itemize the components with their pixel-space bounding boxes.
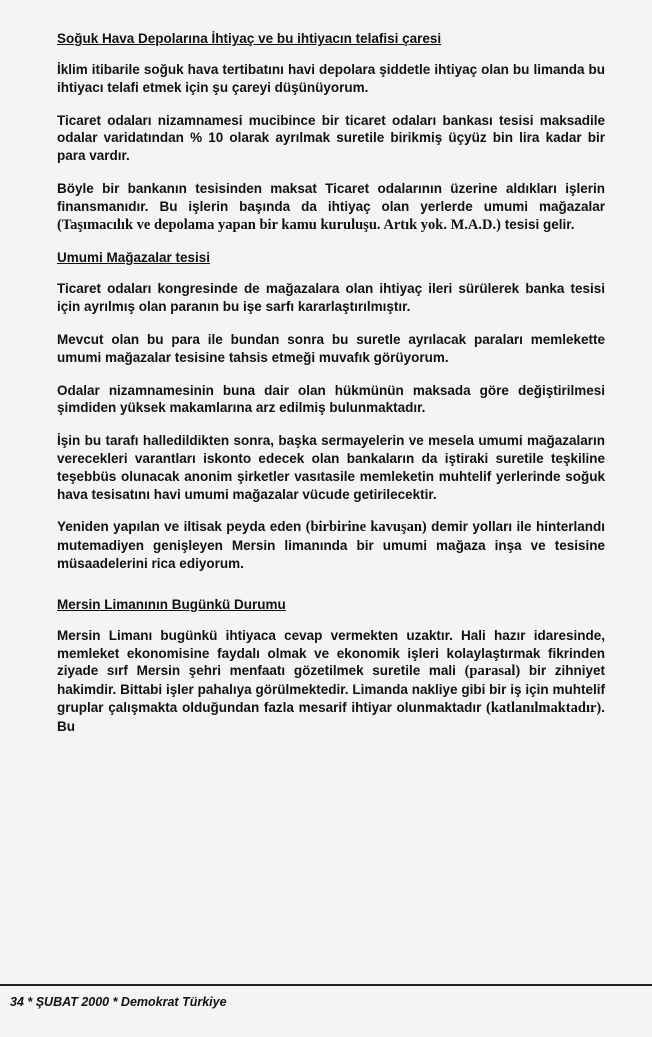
- page-footer: 34 * ŞUBAT 2000 * Demokrat Türkiye: [10, 995, 227, 1009]
- editor-note: (katlanılmaktadır): [486, 699, 602, 716]
- article: [57, 30, 605, 751]
- text-run: Böyle bir bankanın tesisinden maksat Ticaret odalarının üzerine aldıkları işlerin finansmanıdır. Bu işlerin başında da ihtiyaç olan yerlerde umumi mağazalar: [57, 180, 605, 214]
- paragraph: Ticaret odaları kongresinde de mağazalara olan ihtiyaç ileri sürülerek banka tesisi için ayrılmış olan paranın bu işe sarfı kararlaştırılmıştır.: [57, 281, 605, 315]
- paragraph: Mevcut olan bu para ile bundan sonra bu suretle ayrılacak paraları memlekette umumi mağazalar tesisine tahsis etmeği muvafık görüyorum.: [57, 331, 605, 365]
- section-heading-general-warehouses: Umumi Mağazalar tesisi: [57, 250, 211, 266]
- footer-divider: [0, 984, 652, 986]
- paragraph: Ticaret odaları nizamnamesi mucibince bir ticaret odaları bankası tesisi maksadile odalar varidatından % 10 olarak ayrılmak suretile birikmiş üçyüz bin lira kadar bir para vardır.: [57, 112, 605, 164]
- paragraph: Odalar nizamnamesinin buna dair olan hükmünün maksada göre değiştirilmesi şimdiden yüksek makamlarına arz edilmiş bulunmaktadır.: [57, 382, 605, 416]
- paragraph: [57, 518, 605, 572]
- text-run: demir yolları ile hinterlandı mutemadiyen genişleyen Mersin limanında bir umumi mağaza inşa ve tesisine müsaadelerini rica ediyorum.: [57, 519, 605, 571]
- text-run: tesisi gelir.: [500, 216, 575, 232]
- text-run: bir zihniyet hakimdir. Bittabi işler pahalıya görülmektedir. Limanda nakliye gibi bir iş için muhtelif gruplar çalışmakta olduğundan fazla mesarif ihtiyar olunmaktadır: [57, 663, 605, 715]
- editor-note: (parasal): [464, 663, 521, 680]
- paragraph: İşin bu tarafı halledildikten sonra, başka sermayelerin ve mesela umumi mağazaların verecekleri varantları iskonto edecek olan bankaların da iştiraki suretile teşkiline teşebbüs olunacak anonim şirketler vasıtasile memleketin muhtelif yerlerinde soğuk hava tesisatını havi umumi mağazalar vücude getirilecektir.: [57, 433, 605, 502]
- section-heading-mersin-port: Mersin Limanının Bugünkü Durumu: [57, 596, 286, 612]
- text-run: . Bu: [57, 699, 605, 734]
- section-heading-cold-storage: Soğuk Hava Depolarına İhtiyaç ve bu ihtiyacın telafisi çaresi: [57, 31, 442, 46]
- paragraph: [57, 627, 605, 736]
- paragraph: İklim itibarile soğuk hava tertibatını havi depolara şiddetle ihtiyaç olan bu limanda bu ihtiyacı telafi etmek için şu çareyi düşünüyorum.: [57, 62, 605, 95]
- text-run: Yeniden yapılan ve iltisak peyda eden: [57, 519, 306, 535]
- editor-note: (birbirine kavuşan): [305, 519, 427, 536]
- text-run: Mersin Limanı bugünkü ihtiyaca cevap vermekten uzaktır. Hali hazır idaresinde, memleket ekonomisine faydalı olmak ve ekonomik işleri kolaylaştırmak fikrinden ziyade sırf Mersin şehri menfaatı gözetilmek suretile mali: [57, 627, 605, 679]
- editor-note: (Taşımacılık ve depolama yapan bir kamu kuruluşu. Artık yok. M.A.D.): [57, 216, 501, 233]
- paragraph: [57, 180, 605, 234]
